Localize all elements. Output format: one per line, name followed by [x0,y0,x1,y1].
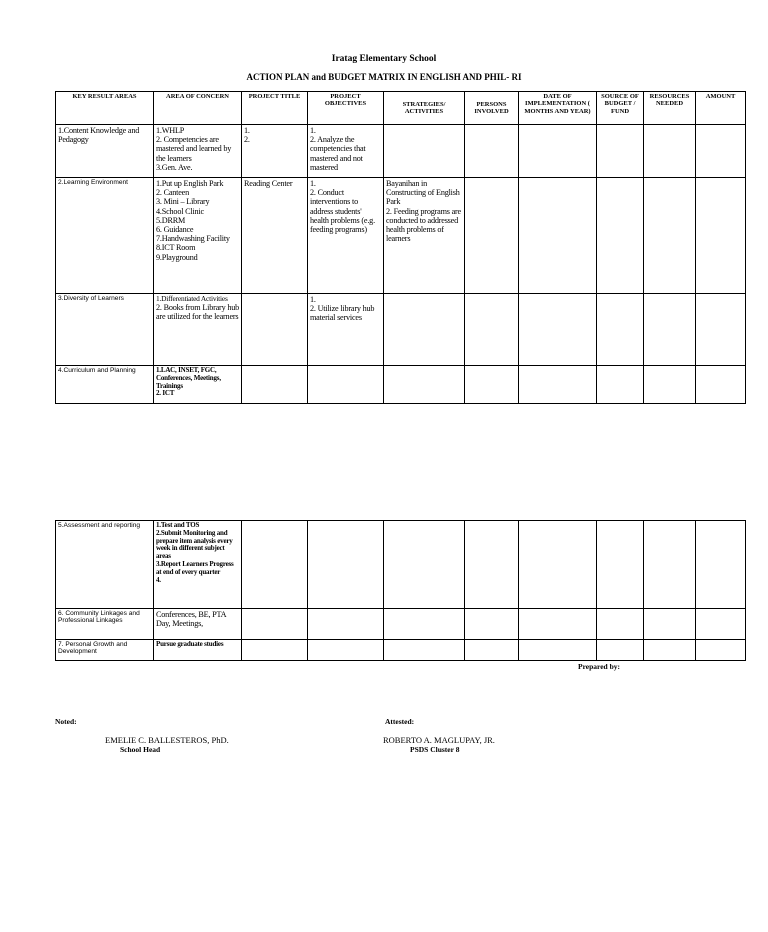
table-row [56,294,746,366]
objectives-cell: 1. 2. Analyze the competencies that mastered and not mastered [308,125,384,178]
col-area-of-concern: AREA OF CONCERN [154,92,242,125]
kra-cell: 4.Curriculum and Planning [56,366,154,404]
col-project-objectives: PROJECT OBJECTIVES [308,92,384,125]
table-row [56,125,746,178]
concern-cell: 1.Differentiated Activities 2. Books from Library hub are utilized for the learners [154,294,242,366]
concern-cell: 1.LAC, INSET, FGC, Conferences, Meetings, Trainings 2. ICT [154,366,242,404]
psds-role: PSDS Cluster 8 [410,745,460,754]
school-head-role: School Head [120,745,161,754]
kra-cell: 3.Diversity of Learners [56,294,154,366]
concern-cell: 1.Test and TOS 2.Submit Monitoring and prepare item analysis every week in different subject areas 3.Report Learners Progress at end of every quarter 4. [154,521,242,609]
concern-cell: 1.Put up English Park 2. Canteen 3. Mini – Library 4.School Clinic 5.DRRM 6. Guidance 7.Handwashing Facility 8.ICT Room 9.Playground [154,178,242,294]
col-amount: AMOUNT [696,92,746,125]
school-name: Iratag Elementary School [331,54,437,64]
kra-cell: 7. Personal Growth and Development [56,640,154,661]
col-persons-involved: PERSONS INVOLVED [465,92,519,125]
col-project-title: PROJECT TITLE [242,92,308,125]
col-date-of-implementation: DATE OF IMPLEMENTATION ( MONTHS AND YEAR) [519,92,597,125]
kra-cell: 1.Content Knowledge and Pedagogy [56,125,154,178]
attested-label: Attested: [385,717,415,726]
concern-cell: 1.WHLP 2. Competencies are mastered and learned by the learners 3.Gen. Ave. [154,125,242,178]
kra-cell: 6. Community Linkages and Professional Linkages [56,609,154,640]
table-row [56,366,746,404]
objectives-cell: 1. 2. Utilize library hub material services [308,294,384,366]
kra-cell: 5.Assessment and reporting [56,521,154,609]
prepared-by-label: Prepared by: [578,662,621,671]
col-source-of-budget: SOURCE OF BUDGET / FUND [597,92,644,125]
concern-cell: Pursue graduate studies [154,640,242,661]
header-row [56,92,746,125]
table-row [56,640,746,661]
document-title: ACTION PLAN and BUDGET MATRIX IN ENGLISH AND PHIL- RI [246,72,522,82]
objectives-cell: 1. 2. Conduct interventions to address students' health problems (e.g. feeding programs) [308,178,384,294]
psds-name: ROBERTO A. MAGLUPAY, JR. [383,735,495,745]
project-title-cell: 1. 2. [242,125,308,178]
concern-cell: Conferences, BE, PTA Day, Meetings, [154,609,242,640]
table-row [56,609,746,640]
action-plan-table [55,91,746,404]
strategies-cell: Bayanihan in Constructing of English Park 2. Feeding programs are conducted to addressed health problems of learners [384,178,465,294]
action-plan-table-continued [55,520,746,661]
col-resources-needed: RESOURCES NEEDED [644,92,696,125]
noted-label: Noted: [55,717,77,726]
kra-cell: 2.Learning Environment [56,178,154,294]
school-head-name: EMELIE C. BALLESTEROS, PhD. [105,735,229,745]
col-key-result-areas: KEY RESULT AREAS [56,92,154,125]
col-strategies: STRATEGIES/ ACTIVITIES [384,92,465,125]
table-row [56,521,746,609]
table-row [56,178,746,294]
project-title-cell: Reading Center [242,178,308,294]
